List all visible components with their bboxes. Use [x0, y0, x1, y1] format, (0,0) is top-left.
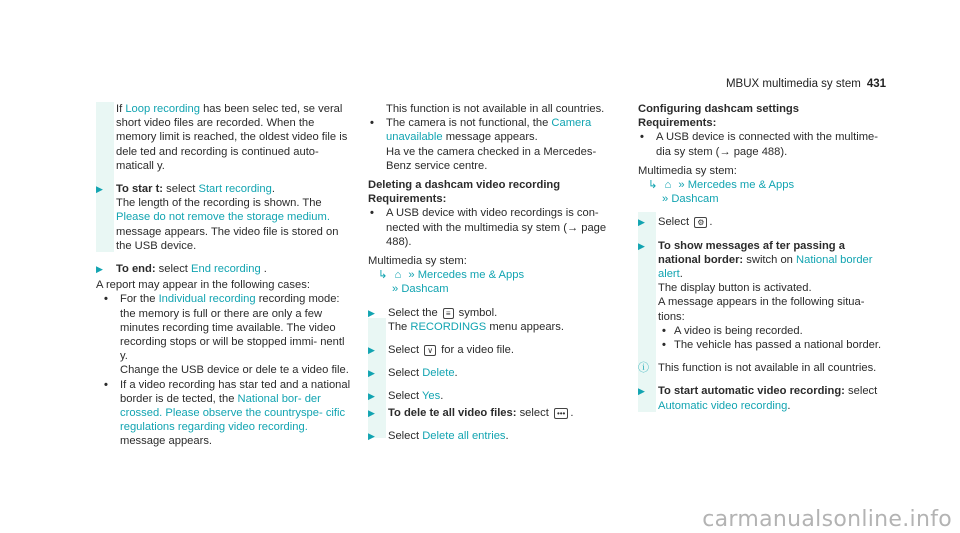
- menu-path-dashcam: Dashcam: [671, 193, 719, 206]
- chevron-right-icon: »: [392, 283, 399, 296]
- requirements-heading: Requirements:: [638, 117, 717, 130]
- gear-icon: ⚙: [694, 217, 707, 228]
- watermark: carmanualsonline.info: [702, 506, 952, 532]
- intro-paragraph: If Loop recording has been selec ted, se veral short video files are recorded. When the memory limit is reached, the oldest video file is dele ted and recording is continued auto‐ maticall y.: [116, 103, 348, 172]
- step-auto-recording: ▶ To start automatic video recording: select Automatic video recording.: [638, 385, 878, 412]
- step-delete-all: ▶ To dele te all video files: select ••• .: [368, 406, 574, 419]
- column-1: [96, 102, 351, 449]
- return-arrow-icon: ↳: [648, 179, 658, 192]
- multimedia-system-label: Multimedia sy stem:: [368, 255, 467, 268]
- availability-note: This function is not available in all countries.: [386, 103, 605, 115]
- bullet-usb-requirement: • A USB device is connected with the multime‐ dia sy stem (→ page 488).: [640, 131, 878, 158]
- chevron-down-icon: ∨: [424, 345, 436, 356]
- more-options-icon: •••: [554, 408, 568, 419]
- requirements-heading: Requirements:: [368, 193, 447, 206]
- chevron-right-icon: »: [678, 179, 685, 192]
- menu-path-dashcam: Dashcam: [401, 283, 449, 296]
- multimedia-system-label: Multimedia sy stem:: [638, 164, 737, 177]
- home-icon: ⌂: [664, 179, 672, 192]
- step-arrow-icon: ▶: [368, 407, 375, 418]
- column-2: [368, 102, 618, 452]
- list-symbol-icon: ≡: [443, 308, 454, 319]
- chevron-right-icon: »: [408, 269, 415, 282]
- info-note: ⓘ This function is not available in all countries.: [638, 362, 877, 375]
- step-start: ▶ To star t: select Start recording. The length of the recording is shown. The Please do not remove the storage medium. message appears. The video file is stored on the USB device.: [96, 183, 339, 252]
- step-arrow-icon: ▶: [96, 264, 103, 275]
- menu-path: [368, 268, 618, 296]
- step-arrow-icon: ▶: [638, 240, 645, 251]
- bullet-passed-border: • The vehicle has passed a national border.: [662, 339, 882, 352]
- step-arrow-icon: ▶: [96, 184, 103, 195]
- home-icon: ⌂: [394, 269, 402, 282]
- report-cases-intro: A report may appear in the following cases:: [96, 279, 310, 292]
- chevron-right-icon: »: [662, 193, 669, 206]
- step-border-messages: ▶ To show messages af ter passing a national border: switch on National border alert. The display button is activated. A message appears in the following situa‐ tions: • A video is being recorded. • The vehicle has passed a national border.: [638, 239, 888, 353]
- step-delete-all-entries: ▶ Select Delete all entries.: [368, 429, 509, 442]
- bullet-camera-unavailable: • The camera is not functional, the Camera unavailable message appears. Ha ve the camera checked in a Mercedes- Benz service centre.: [370, 117, 597, 172]
- step-select-delete: ▶ Select Delete.: [368, 367, 458, 380]
- bullet-individual-recording: • For the Individual recording recording mode: the memory is full or there are only a few minutes recording time available. The video recording stops or will be stopped immi‐ nentl y. Change the USB device or dele te a video file.: [104, 293, 349, 377]
- step-select-settings: ▶ Select ⚙ .: [638, 216, 713, 229]
- menu-path-apps: Mercedes me & Apps: [687, 179, 795, 192]
- step-arrow-icon: ▶: [368, 307, 375, 318]
- step-arrow-icon: ▶: [638, 386, 645, 397]
- page-header: [726, 77, 886, 91]
- section-heading-settings: Configuring dashcam settings: [638, 103, 799, 115]
- info-icon: ⓘ: [638, 362, 649, 375]
- bullet-national-border: • If a video recording has star ted and a national border is de tected, the National bor‐ der crossed. Please observe the countryspe‐ cific regulations regarding video recording. message appears.: [104, 378, 351, 448]
- menu-path: [638, 178, 888, 206]
- step-select-yes: ▶ Select Yes.: [368, 390, 444, 403]
- page-number: 431: [866, 78, 886, 90]
- step-arrow-icon: ▶: [368, 430, 375, 441]
- return-arrow-icon: ↳: [378, 269, 388, 282]
- step-select-dropdown: ▶ Select ∨ for a video file.: [368, 344, 514, 357]
- bullet-video-recorded: • A video is being recorded.: [662, 324, 803, 337]
- step-arrow-icon: ▶: [368, 368, 375, 379]
- header-title: MBUX multimedia sy stem: [725, 78, 861, 90]
- step-end: ▶ To end: select End recording .: [96, 263, 267, 276]
- step-arrow-icon: ▶: [638, 217, 645, 228]
- step-arrow-icon: ▶: [368, 345, 375, 356]
- column-3: [638, 102, 888, 422]
- section-heading-delete: Deleting a dashcam video recording: [368, 179, 561, 192]
- step-select-symbol: ▶ Select the ≡ symbol. The RECORDINGS menu appears.: [368, 306, 564, 333]
- bullet-usb-requirement: • A USB device with video recordings is con‐ nected with the multimedia sy stem (→ page 488).: [370, 207, 607, 248]
- step-arrow-icon: ▶: [368, 391, 375, 402]
- menu-path-apps: Mercedes me & Apps: [417, 269, 525, 282]
